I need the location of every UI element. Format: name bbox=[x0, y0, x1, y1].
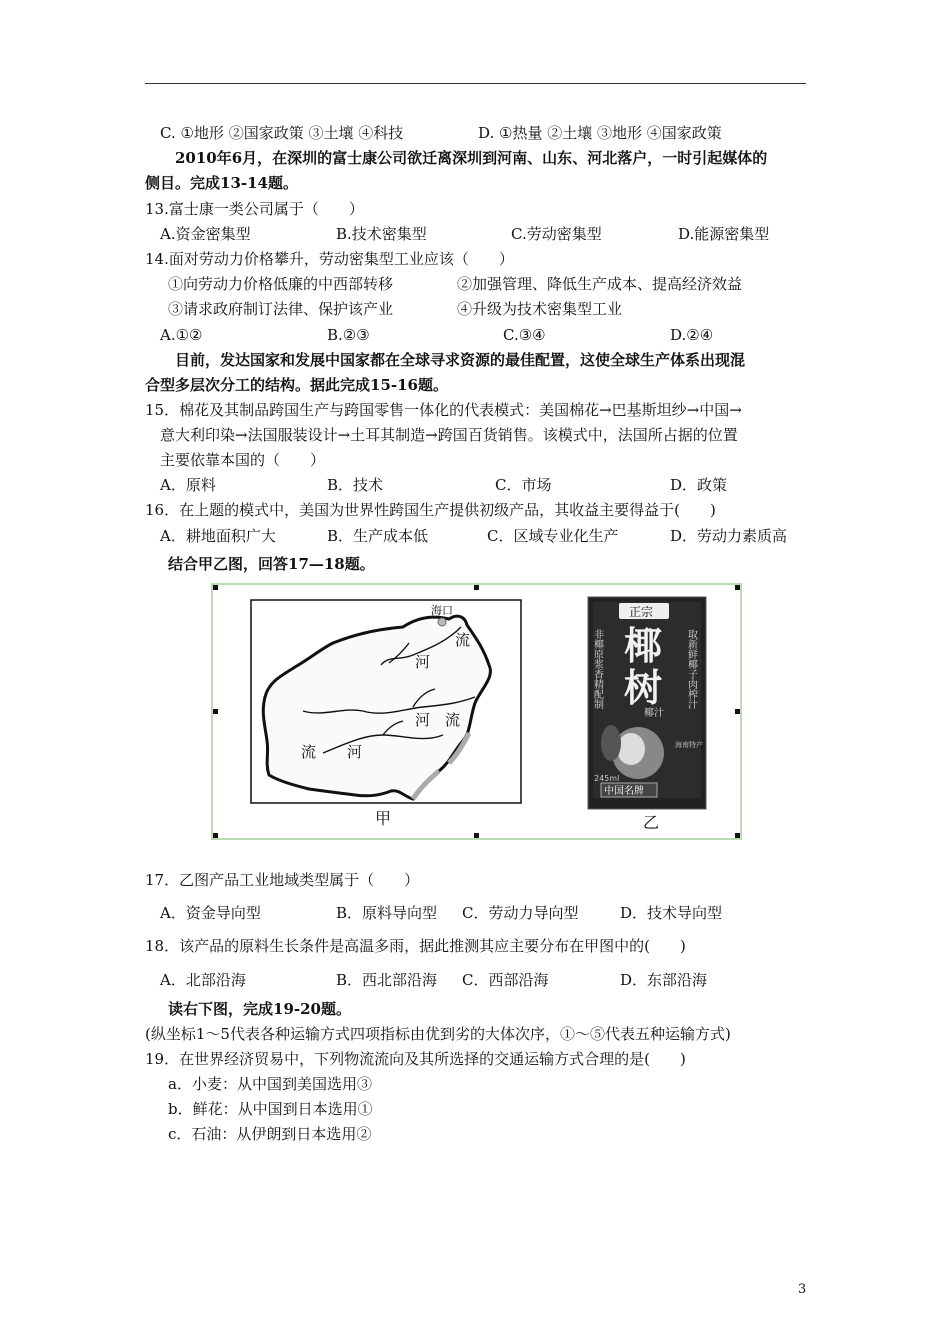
q17-stem: 17．乙图产品工业地域类型属于（ ） bbox=[145, 871, 420, 889]
q19-item-a: a．小麦：从中国到美国选用③ bbox=[168, 1075, 372, 1093]
q18-option-b: B．西北部沿海 bbox=[336, 971, 438, 989]
q16-option-d: D．劳动力素质高 bbox=[670, 527, 788, 545]
label-river-6: 河 bbox=[347, 745, 363, 761]
q14-option-b: B.②③ bbox=[327, 326, 370, 344]
label-river-1: 流 bbox=[455, 633, 471, 649]
q17-option-a: A．资金导向型 bbox=[160, 904, 261, 922]
figure-jia-yi bbox=[211, 583, 742, 840]
q17-option-d: D．技术导向型 bbox=[620, 904, 723, 922]
q15-option-b: B．技术 bbox=[327, 476, 384, 494]
q17-option-c: C．劳动力导向型 bbox=[462, 904, 579, 922]
brand-top: 正宗 bbox=[629, 605, 654, 619]
q19-stem: 19．在世界经济贸易中，下列物流流向及其所选择的交通运输方式合理的是( ) bbox=[145, 1050, 686, 1068]
q14-option-a: A.①② bbox=[160, 326, 203, 344]
product-local: 海南特产 bbox=[675, 741, 703, 749]
label-haikou: 海口 bbox=[431, 605, 453, 617]
q16-option-c: C．区域专业化生产 bbox=[487, 527, 619, 545]
q15-option-c: C．市场 bbox=[495, 476, 552, 494]
q14-statement-2: ②加强管理、降低生产成本、提高经济效益 bbox=[457, 275, 743, 293]
q14-statement-4: ④升级为技术密集型工业 bbox=[457, 300, 623, 318]
label-river-4: 流 bbox=[445, 713, 461, 729]
intro-13-line1: 2010年6月，在深圳的富士康公司欲迁离深圳到河南、山东、河北落户，一时引起媒体的 bbox=[175, 149, 768, 167]
haikou-marker-icon bbox=[438, 618, 446, 626]
q13-stem: 13.富士康一类公司属于（ ） bbox=[145, 200, 364, 218]
q13-option-a: A.资金密集型 bbox=[160, 225, 251, 243]
header-rule bbox=[145, 83, 806, 84]
map-caption: 甲 bbox=[375, 811, 392, 828]
product-caption: 乙 bbox=[643, 815, 660, 832]
q18-option-d: D．东部沿海 bbox=[620, 971, 708, 989]
q14-option-d: D.②④ bbox=[670, 326, 714, 344]
q19-item-b: b．鲜花：从中国到日本选用① bbox=[168, 1100, 373, 1118]
q18-option-a: A．北部沿海 bbox=[160, 971, 246, 989]
q14-statement-3: ③请求政府制订法律、保护该产业 bbox=[168, 300, 394, 318]
product-package bbox=[588, 597, 706, 809]
intro-19-line1: 读右下图，完成19-20题。 bbox=[168, 1000, 351, 1018]
q15-line1: 15．棉花及其制品跨国生产与跨国零售一体化的代表模式：美国棉花→巴基斯坦纱→中国→ bbox=[145, 401, 742, 419]
q18-stem: 18．该产品的原料生长条件是高温多雨，据此推测其应主要分布在甲图中的( ) bbox=[145, 937, 686, 955]
q15-line3: 主要依靠本国的（ ） bbox=[160, 451, 326, 469]
q12-option-d: D. ①热量 ②土壤 ③地形 ④国家政策 bbox=[478, 124, 722, 142]
brand-big-2: 树 bbox=[624, 666, 663, 710]
q17-option-b: B．原料导向型 bbox=[336, 904, 438, 922]
q12-option-c: C. ①地形 ②国家政策 ③土壤 ④科技 bbox=[160, 124, 404, 142]
q13-option-b: B.技术密集型 bbox=[336, 225, 427, 243]
q14-stem: 14.面对劳动力价格攀升，劳动密集型工业应该（ ） bbox=[145, 250, 514, 268]
product-volume: 245ml bbox=[594, 774, 620, 783]
q16-stem: 16．在上题的模式中，美国为世界性跨国生产提供初级产品，其收益主要得益于( ) bbox=[145, 501, 716, 519]
product-famous: 中国名牌 bbox=[604, 786, 644, 797]
label-river-3: 河 bbox=[415, 713, 431, 729]
label-river-2: 河 bbox=[415, 655, 431, 671]
intro-15-line2: 合型多层次分工的结构。据此完成15-16题。 bbox=[145, 376, 448, 394]
q14-option-c: C.③④ bbox=[503, 326, 546, 344]
q13-option-c: C.劳动密集型 bbox=[511, 225, 602, 243]
page-number: 3 bbox=[798, 1282, 807, 1297]
intro-13-line2: 侧目。完成13-14题。 bbox=[145, 174, 298, 192]
q19-item-c: c．石油：从伊朗到日本选用② bbox=[168, 1125, 372, 1143]
figure-svg bbox=[213, 585, 740, 838]
product-right-vertical: 取新鲜椰子肉榨汁 bbox=[685, 629, 697, 709]
q13-option-d: D.能源密集型 bbox=[678, 225, 770, 243]
intro-15-line1: 目前，发达国家和发展中国家都在全球寻求资源的最佳配置，这使全球生产体系出现混 bbox=[175, 351, 746, 369]
q15-option-a: A．原料 bbox=[160, 476, 216, 494]
q18-option-c: C．西部沿海 bbox=[462, 971, 549, 989]
brand-big-1: 椰 bbox=[624, 624, 663, 668]
q16-option-b: B．生产成本低 bbox=[327, 527, 429, 545]
intro-17: 结合甲乙图，回答17—18题。 bbox=[168, 555, 375, 573]
label-river-5: 流 bbox=[301, 745, 317, 761]
q14-statement-1: ①向劳动力价格低廉的中西部转移 bbox=[168, 275, 394, 293]
product-left-vertical: 非椰原浆香精配制 bbox=[591, 629, 603, 709]
product-juice: 椰汁 bbox=[644, 708, 664, 719]
q15-option-d: D．政策 bbox=[670, 476, 728, 494]
intro-19-line2: (纵坐标1～5代表各种运输方式四项指标由优到劣的大体次序，①～⑤代表五种运输方式) bbox=[145, 1025, 731, 1043]
q15-line2: 意大利印染→法国服装设计→土耳其制造→跨国百货销售。该模式中，法国所占据的位置 bbox=[160, 426, 738, 444]
q16-option-a: A．耕地面积广大 bbox=[160, 527, 276, 545]
